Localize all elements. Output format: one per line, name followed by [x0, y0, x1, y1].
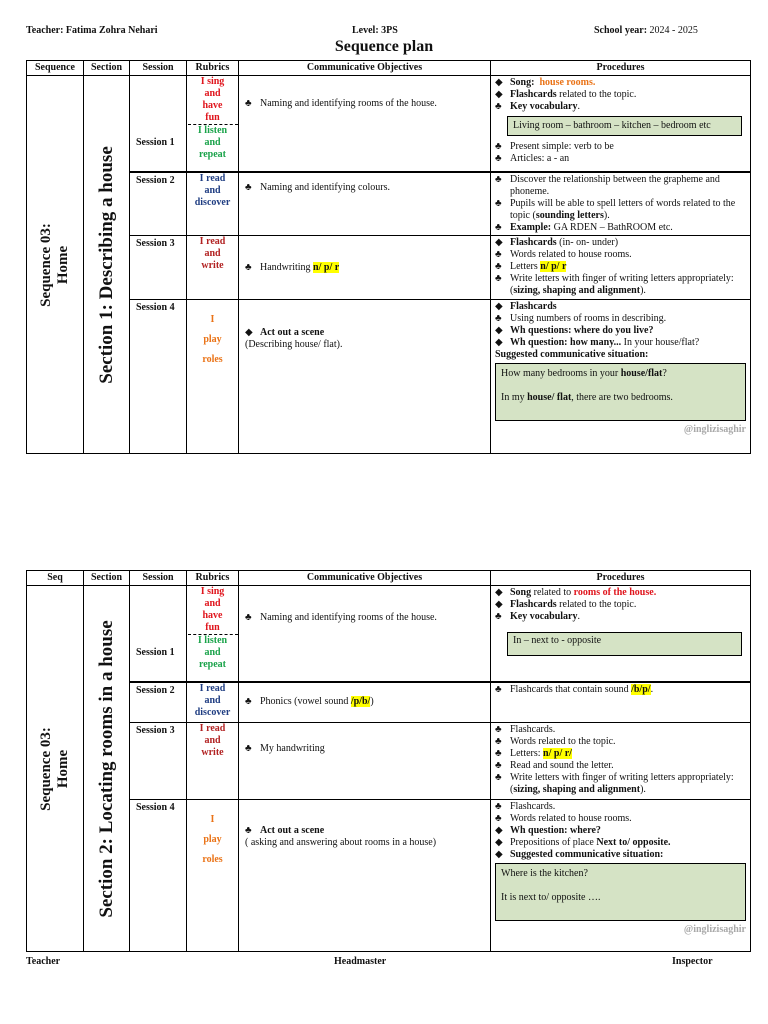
club-bullet-icon: ♣: [495, 261, 502, 272]
rubric-cell: [187, 236, 239, 300]
page-title: Sequence plan: [334, 38, 434, 55]
rubric-line: play: [203, 834, 222, 845]
rubric-line: repeat: [198, 149, 227, 160]
rubric-listen: [187, 635, 238, 671]
session-label: Session 4: [130, 800, 187, 952]
objective-cell: [239, 682, 491, 723]
col-header: Section: [84, 61, 130, 76]
procedures-cell: [491, 586, 751, 682]
situation-text: , there are two bedrooms.: [571, 392, 673, 403]
table-row: [27, 682, 751, 723]
procedure-text: (in- on- under): [556, 237, 619, 248]
procedure-text: Words related to house rooms.: [510, 813, 632, 824]
table-header-row: [27, 571, 751, 586]
col-header: Session: [130, 61, 187, 76]
watermark: @inglizisaghir: [683, 924, 746, 935]
club-bullet-icon: ♣: [495, 760, 502, 771]
col-header: Session: [130, 571, 187, 586]
club-bullet-icon: ♣: [245, 612, 252, 623]
procedure-bold: Wh question: how many...: [510, 337, 622, 348]
rubric-line: and: [204, 184, 221, 196]
club-bullet-icon: ♣: [495, 153, 502, 164]
teacher-name: Fatima Zohra Nehari: [65, 25, 158, 36]
punct: .: [650, 683, 654, 695]
situation-text: Where is the kitchen?: [501, 868, 588, 879]
col-header: Section: [84, 571, 130, 586]
song-value: house rooms.: [539, 77, 596, 88]
situation-box: [495, 863, 746, 921]
table-header-row: [27, 61, 751, 76]
procedures-cell: [491, 800, 751, 952]
sequence-cell: [27, 586, 84, 952]
procedure-bold: sounding letters: [535, 209, 604, 221]
diamond-bullet-icon: ◆: [495, 825, 503, 836]
rubric-cell: [187, 682, 239, 723]
club-bullet-icon: ♣: [495, 683, 502, 695]
procedure-text: Write letters with finger of writing letters appropriately: (: [510, 273, 734, 296]
objective-cell: [239, 236, 491, 300]
song-value: rooms of the house.: [573, 587, 657, 598]
diamond-bullet-icon: ◆: [495, 849, 503, 860]
rubric-line: and: [204, 137, 221, 148]
club-bullet-icon: ♣: [245, 743, 252, 754]
club-bullet-icon: ♣: [245, 825, 252, 836]
objective-text: Naming and identifying rooms of the house.: [260, 612, 437, 623]
table-row: [27, 723, 751, 800]
session-label: Session 3: [130, 723, 187, 800]
procedure-bold: Flashcards: [510, 301, 557, 312]
section-label: Section 2: Locating rooms in a house: [95, 619, 117, 918]
col-header: Communicative Objectives: [239, 61, 491, 76]
situation-text: It is next to/ opposite ….: [501, 892, 601, 903]
vocabulary-box: Living room – bathroom – kitchen – bedroom etc: [507, 116, 742, 136]
objective-text: My handwriting: [260, 743, 325, 754]
procedure-bold: sizing, shaping and alignment: [513, 285, 641, 296]
punct: ).: [640, 285, 646, 296]
col-header: Procedures: [491, 61, 751, 76]
rubric-cell: [187, 723, 239, 800]
rubric-line: roles: [202, 854, 223, 865]
rubric-line: I listen: [197, 635, 228, 646]
procedure-text: In your house/flat?: [621, 337, 700, 348]
club-bullet-icon: ♣: [495, 813, 502, 824]
punct: .: [577, 611, 580, 622]
objective-text: Phonics (vowel sound: [260, 696, 351, 708]
punct: ).: [603, 209, 610, 221]
sequence-cell: [27, 76, 84, 454]
procedures-cell: [491, 300, 751, 454]
procedure-text: Present simple: verb to be: [510, 141, 614, 152]
sequence-table-1: [26, 60, 751, 454]
year-value: 2024 - 2025: [649, 25, 698, 36]
highlighted-letters: n/ p/ r: [313, 261, 340, 273]
rubric-line: I: [210, 814, 215, 825]
rubric-line: discover: [194, 706, 231, 718]
teacher-info: [26, 25, 158, 36]
rubric-line: and: [204, 735, 221, 746]
section-label: Section 1: Describing a house: [95, 145, 117, 384]
rubric-line: I: [210, 314, 215, 325]
table-row: [27, 172, 751, 236]
rubric-line: and: [204, 88, 221, 99]
level-info: [352, 25, 398, 36]
club-bullet-icon: ♣: [245, 98, 252, 109]
procedure-text: Discover the relationship between the grapheme and phoneme.: [510, 173, 720, 197]
rubric-line: and: [204, 694, 221, 706]
sequence-label: Sequence 03: Home: [38, 726, 71, 811]
club-bullet-icon: ♣: [495, 141, 502, 152]
rubric-cell: [187, 800, 239, 952]
rubric-line: and: [204, 647, 221, 658]
flashcards-label: Flashcards: [510, 89, 557, 100]
col-header: Procedures: [491, 571, 751, 586]
flashcards-text: related to the topic.: [556, 89, 637, 100]
procedure-text: GA RDEN – BathROOM etc.: [551, 221, 673, 233]
club-bullet-icon: ♣: [495, 748, 502, 759]
rubric-sing: [187, 76, 238, 124]
year-label: School year:: [594, 25, 648, 36]
diamond-bullet-icon: ◆: [495, 89, 503, 100]
club-bullet-icon: ♣: [495, 611, 502, 622]
sequence-table-2: [26, 570, 751, 952]
objective-text: Act out a scene: [260, 327, 325, 338]
procedure-text: Words related to house rooms.: [510, 249, 632, 260]
diamond-bullet-icon: ◆: [495, 77, 503, 88]
rubric-sing: [187, 586, 238, 634]
teacher-label: Teacher:: [26, 25, 64, 36]
situation-text: In my: [501, 392, 528, 403]
highlighted-letters: n/ p/ r/: [543, 748, 572, 759]
session-label: Session 3: [130, 236, 187, 300]
rubric-cell: [187, 76, 239, 172]
rubric-line: I read: [199, 236, 226, 247]
procedure-text: Articles: a - an: [510, 153, 570, 164]
session-label: Session 1: [130, 76, 187, 172]
objective-cell: [239, 76, 491, 172]
procedure-text: Flashcards.: [510, 801, 556, 812]
procedures-cell: [491, 236, 751, 300]
club-bullet-icon: ♣: [495, 772, 502, 783]
session-label: Session 2: [130, 172, 187, 236]
rubric-line: I read: [199, 682, 226, 694]
club-bullet-icon: ♣: [495, 313, 502, 324]
diamond-bullet-icon: ◆: [495, 301, 503, 312]
procedure-text: Prepositions of place: [510, 837, 597, 848]
table-row: [27, 800, 751, 952]
footer-headmaster: Headmaster: [334, 956, 387, 967]
objective-text: Act out a scene: [260, 825, 325, 836]
procedure-text: Words related to the topic.: [510, 736, 616, 747]
procedures-cell: [491, 172, 751, 236]
procedure-text: related to the topic.: [556, 599, 637, 610]
rubric-line: and: [204, 248, 221, 259]
table-row: [27, 236, 751, 300]
session-label: Session 1: [130, 586, 187, 682]
rubric-listen: [187, 125, 238, 161]
table-row: [27, 76, 751, 172]
vocabulary-box: In – next to - opposite: [507, 632, 742, 656]
club-bullet-icon: ♣: [495, 724, 502, 735]
punct: ): [370, 696, 374, 708]
club-bullet-icon: ♣: [495, 273, 502, 284]
flashcards-label: Flashcards: [510, 599, 557, 610]
club-bullet-icon: ♣: [495, 173, 502, 185]
col-header: Sequence: [27, 61, 84, 76]
club-bullet-icon: ♣: [245, 261, 252, 273]
diamond-bullet-icon: ◆: [495, 599, 503, 610]
procedure-text: Using numbers of rooms in describing.: [510, 313, 667, 324]
punct: .: [577, 101, 580, 112]
situation-bold: house/flat: [620, 368, 663, 379]
rubric-line: roles: [202, 354, 223, 365]
session-label: Session 4: [130, 300, 187, 454]
punct: ).: [640, 784, 646, 795]
rubric-line: play: [203, 334, 222, 345]
watermark: @inglizisaghir: [683, 424, 746, 435]
procedure-bold: sizing, shaping and alignment: [513, 784, 641, 795]
key-vocab-label: Key vocabulary: [510, 101, 578, 112]
rubric-line: I read: [199, 723, 226, 734]
diamond-bullet-icon: ◆: [495, 837, 503, 848]
rubric-cell: [187, 300, 239, 454]
diamond-bullet-icon: ◆: [495, 325, 503, 336]
rubric-cell: [187, 172, 239, 236]
objective-text: Naming and identifying colours.: [260, 181, 390, 193]
objective-cell: [239, 800, 491, 952]
rubric-line: fun: [205, 622, 220, 633]
rubric-line: write: [201, 260, 224, 271]
club-bullet-icon: ♣: [245, 181, 252, 193]
rubric-line: have: [202, 610, 223, 621]
diamond-bullet-icon: ◆: [495, 237, 503, 248]
procedure-text: Letters: [510, 261, 541, 272]
level-label: Level:: [352, 25, 379, 36]
school-year-info: [594, 25, 698, 36]
objective-cell: [239, 586, 491, 682]
procedure-text: Pupils will be able to spell letters of words related to the topic (: [510, 197, 736, 221]
col-header: Rubrics: [187, 571, 239, 586]
key-vocab-label: Key vocabulary: [510, 611, 578, 622]
procedure-bold: Next to/ opposite.: [596, 837, 671, 848]
objective-cell: [239, 300, 491, 454]
objective-cell: [239, 172, 491, 236]
procedure-text: Write letters with finger of writing letters appropriately: (: [510, 772, 734, 795]
club-bullet-icon: ♣: [495, 801, 502, 812]
rubric-line: I sing: [200, 76, 225, 87]
suggested-situation-label: Suggested communicative situation:: [495, 349, 649, 360]
col-header: Communicative Objectives: [239, 571, 491, 586]
procedure-text: Read and sound the letter.: [510, 760, 614, 771]
col-header: Seq: [27, 571, 84, 586]
rubric-line: I sing: [200, 586, 225, 597]
club-bullet-icon: ♣: [245, 696, 252, 708]
club-bullet-icon: ♣: [495, 197, 502, 209]
col-header: Rubrics: [187, 61, 239, 76]
footer-inspector: Inspector: [672, 956, 713, 967]
club-bullet-icon: ♣: [495, 221, 502, 233]
procedures-cell: [491, 682, 751, 723]
situation-box: [495, 363, 746, 421]
diamond-bullet-icon: ◆: [495, 587, 503, 598]
level-value: 3PS: [381, 25, 398, 36]
suggested-situation-label: Suggested communicative situation:: [510, 849, 664, 860]
rubric-line: fun: [205, 112, 220, 123]
rubric-line: discover: [194, 196, 231, 208]
rubric-line: write: [201, 747, 224, 758]
song-label: Song: [510, 587, 532, 598]
objective-cell: [239, 723, 491, 800]
rubric-cell: [187, 586, 239, 682]
situation-bold: house/ flat: [527, 392, 572, 403]
objective-text: Naming and identifying rooms of the house.: [260, 98, 437, 109]
club-bullet-icon: ♣: [495, 249, 502, 260]
procedure-text: Flashcards.: [510, 724, 556, 735]
club-bullet-icon: ♣: [495, 736, 502, 747]
highlighted-sound: /b/p/: [631, 683, 651, 695]
diamond-bullet-icon: ◆: [495, 337, 503, 348]
procedures-cell: [491, 76, 751, 172]
table-row: [27, 586, 751, 682]
objective-subtext: (Describing house/ flat).: [245, 339, 343, 350]
club-bullet-icon: ♣: [495, 101, 502, 112]
rubric-line: I read: [199, 172, 226, 184]
punct: ?: [662, 368, 667, 379]
objective-text: Handwriting: [260, 261, 314, 273]
rubric-line: I listen: [197, 125, 228, 136]
procedure-bold: Wh question: where?: [510, 825, 601, 836]
song-label: Song:: [510, 77, 535, 88]
procedure-text: Letters:: [510, 748, 544, 759]
rubric-line: have: [202, 100, 223, 111]
sequence-label: Sequence 03: Home: [38, 222, 71, 307]
procedure-text: related to: [531, 587, 574, 598]
procedure-bold: Wh questions: where do you live?: [510, 325, 654, 336]
table-row: [27, 300, 751, 454]
flashcards-label: Flashcards: [510, 237, 557, 248]
section-cell: [84, 76, 130, 454]
highlighted-letters: n/ p/ r: [540, 261, 567, 272]
objective-subtext: ( asking and answering about rooms in a house): [245, 837, 437, 848]
example-label: Example:: [510, 221, 552, 233]
diamond-bullet-icon: ◆: [245, 327, 253, 338]
procedure-text: Flashcards that contain sound: [510, 683, 632, 695]
section-cell: [84, 586, 130, 952]
rubric-line: and: [204, 598, 221, 609]
rubric-line: repeat: [198, 659, 227, 670]
procedures-cell: [491, 723, 751, 800]
footer-teacher: Teacher: [26, 956, 61, 967]
session-label: Session 2: [130, 682, 187, 723]
situation-text: How many bedrooms in your: [501, 368, 621, 379]
highlighted-sound: /p/b/: [350, 696, 371, 708]
